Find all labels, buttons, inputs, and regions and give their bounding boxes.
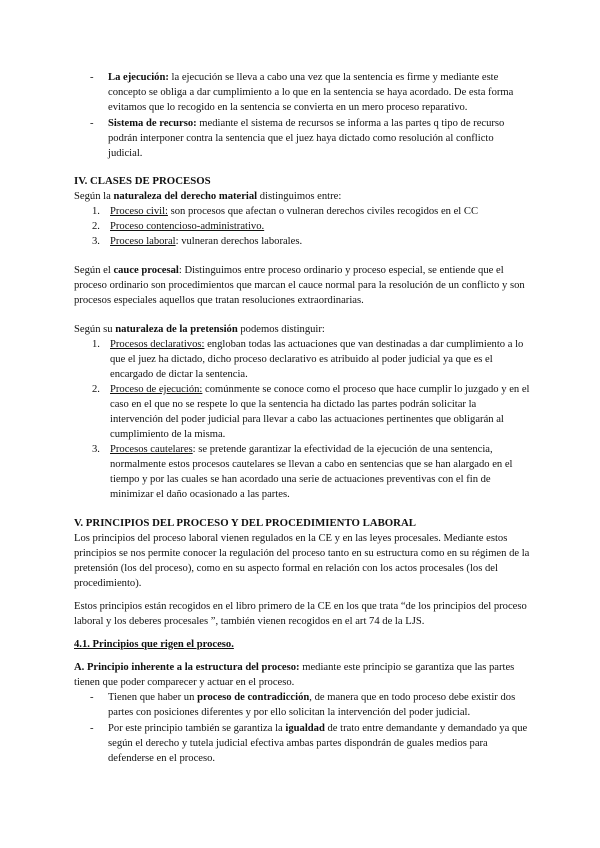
principle-a-bullets [74,690,530,766]
list-number: 2. [92,384,100,395]
bullet-text: mediante el sistema de recursos se informa a las partes q tipo de recurso podrán interponer contra la sentencia que el juez haya dictado como resolución al conflicto judicial. [108,118,505,159]
bullet-dash: - [90,118,94,129]
list-text: : se pretende garantizar la efectividad de la ejecución de una sentencia, normalmente estos procesos cautelares se llevan a cabo en sentencias que se han alargado en el tiempo y por las cuales se han acordado una serie de actuaciones preventivas con el fin de minimizar el daño ocasionado a las partes. [110,444,513,500]
list-label: Proceso contencioso-administrativo. [110,221,265,232]
pretension-intro [74,322,530,337]
text: de trato entre demandante y demandado ya que según el derecho y tutela judicial efectiva ambas partes dispondrán de guales medios para defenderse en el proceso. [108,723,528,764]
term: A. Principio inherente a la estructura del proceso: [74,662,300,673]
text: Tienen que haber un [108,692,198,703]
list-label: Procesos cautelares [110,444,193,455]
bullet-sistema-recurso [74,116,530,161]
principle-a-paragraph [74,660,530,690]
text: mediante este principio se garantiza que las partes tienen que poder comparecer y actuar en el proceso. [74,662,515,688]
list-text: engloban todas las actuaciones que van destinadas a dar cumplimiento a lo que el juez ha dictado, dicho proceso declarativo es atribuido al poder judicial ya que es el encargado de dictar la sentencia. [110,339,524,380]
section-heading-clases: IV. CLASES DE PROCESOS [74,175,211,187]
list-text: comúnmente se conoce como el proceso que hace cumplir lo juzgado y en el caso en el que no se respete lo que la sentencia ha dictado las partes podrán solicitar la intervención del poder judicial para llevar a cabo las actuaciones pertinentes que obligarán al cumplimiento de la misma. [110,384,530,440]
text: : Distinguimos entre proceso ordinario y proceso especial, se entiende que el proceso ordinario son procedimientos que marcan el cauce normal para la resolución de un conflicto y son procesos especiales aquellos que tratan resoluciones extraordinarias. [74,265,525,306]
list-number: 2. [92,221,100,232]
list-text: son procesos que afectan o vulneran derechos civiles recogidos en el CC [167,206,479,217]
list-item [74,382,530,442]
cauce-paragraph [74,263,530,308]
term: naturaleza del derecho material [113,191,258,202]
list-number: 1. [92,339,100,350]
bullet-dash: - [90,72,94,83]
list-number: 3. [92,236,100,247]
text: Según el [74,265,114,276]
intro-bullet-list [74,70,530,161]
bullet-text: la ejecución se lleva a cabo una vez que la sentencia es firme y mediante este concepto se obliga a dar cumplimiento a lo que en la sentencia se haya acordado. De esta forma evitamos que lo recogido en la sentencia se convierta en un mero proceso reparativo. [108,72,514,113]
list-item [74,337,530,382]
text: Por este principio también se garantiza la [108,723,286,734]
list-number: 3. [92,444,100,455]
text: Según la [74,191,114,202]
list-label: Proceso civil: [110,206,168,217]
list-item [74,442,530,502]
material-list [74,204,530,249]
bullet-ejecucion [74,70,530,115]
list-text: : vulneran derechos laborales. [175,236,303,247]
pretension-list [74,337,530,502]
list-label: Proceso de ejecución: [110,384,203,395]
bullet-contradiccion [74,690,530,720]
term: igualdad [285,723,325,734]
text: Según su [74,324,116,335]
principios-paragraph-2: Estos principios están recogidos en el libro primero de la CE en los que trata “de los principios del proceso laboral y los deberes procesales ”, también vienen recogidos en el art 74 de la LJS. [74,601,527,627]
bullet-dash: - [90,692,94,703]
subheading-text: 4.1. Principios que rigen el proceso. [74,639,234,650]
bullet-dash: - [90,723,94,734]
bullet-igualdad [74,721,530,766]
term: proceso de contradicción [197,692,310,703]
text: podemos distinguir: [237,324,325,335]
subsection-heading [74,637,530,652]
list-item [74,204,530,219]
list-item [74,219,530,234]
section-heading-principios: V. PRINCIPIOS DEL PROCESO Y DEL PROCEDIMIENTO LABORAL [74,517,416,529]
term: cauce procesal [113,265,179,276]
text: , de manera que en todo proceso debe existir dos partes con posiciones diferentes y por ello solicitan la intervención del poder judicial. [108,692,516,718]
principios-paragraph-1: Los principios del proceso laboral vienen regulados en la CE y en las leyes procesales. Mediante estos principios se nos permite conocer la regulación del proceso tanto en su estructura como en su régimen de la pretensión (los del proceso), como en su aspecto formal en relación con los actos procesales (los del procedimiento). [74,533,530,589]
bullet-term: Sistema de recurso: [108,118,197,129]
list-label: Proceso laboral [110,236,176,247]
bullet-term: La ejecución: [108,72,169,83]
list-item [74,234,530,249]
list-number: 1. [92,206,100,217]
text: distinguimos entre: [257,191,342,202]
material-intro [74,189,530,204]
term: naturaleza de la pretensión [115,324,238,335]
list-label: Procesos declarativos: [110,339,205,350]
